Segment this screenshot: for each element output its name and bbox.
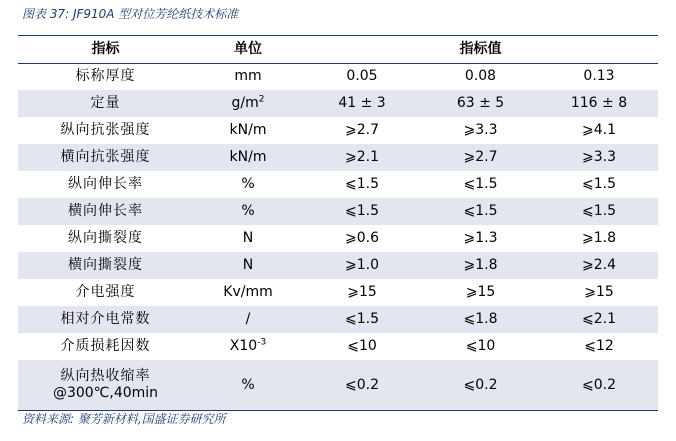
row-name: 介电强度	[18, 279, 193, 306]
table-row	[18, 333, 658, 360]
row-value-1: ⩾2.1	[303, 144, 421, 171]
row-value-3: ⩾15	[540, 279, 658, 306]
row-unit: %	[193, 360, 303, 410]
table-header-row	[18, 36, 658, 63]
table-row	[18, 198, 658, 225]
row-unit	[193, 333, 303, 360]
row-unit	[193, 171, 303, 198]
header-value: 指标值	[303, 36, 658, 63]
row-value-2: ⩽10	[421, 333, 540, 360]
row-value-3: ⩽12	[540, 333, 658, 360]
row-value-3: ⩽2.1	[540, 306, 658, 333]
row-unit	[193, 225, 303, 252]
row-value-1: ⩾2.7	[303, 117, 421, 144]
row-value-3: 116 ± 8	[540, 90, 658, 117]
row-unit-text: N	[242, 230, 254, 246]
row-value-2: ⩽1.8	[421, 306, 540, 333]
row-value-1: ⩾1.0	[303, 252, 421, 279]
header-unit: 单位	[193, 36, 303, 63]
row-unit	[193, 117, 303, 144]
row-value-3: ⩽1.5	[540, 198, 658, 225]
row-value-3: ⩾1.8	[540, 225, 658, 252]
row-name: 标称厚度	[18, 63, 193, 90]
row-name-line2: @300℃,40min	[52, 385, 159, 401]
table-row	[18, 306, 658, 333]
table-row	[18, 171, 658, 198]
row-value-2: ⩽1.5	[421, 171, 540, 198]
row-unit-text: mm	[234, 68, 262, 85]
row-unit-superscript: 2	[258, 94, 265, 105]
row-name	[18, 360, 193, 410]
row-value-2: 0.08	[421, 63, 540, 90]
row-name: 纵向伸长率	[18, 171, 193, 198]
row-unit-superscript: -3	[257, 337, 267, 348]
row-value-3: ⩾3.3	[540, 144, 658, 171]
table-body	[18, 63, 658, 410]
row-value-2: ⩾1.8	[421, 252, 540, 279]
row-name: 纵向抗张强度	[18, 117, 193, 144]
row-value-1: ⩾15	[303, 279, 421, 306]
row-value-2: 63 ± 5	[421, 90, 540, 117]
row-unit	[193, 63, 303, 90]
table-row	[18, 90, 658, 117]
row-value-1: 41 ± 3	[303, 90, 421, 117]
row-unit	[193, 198, 303, 225]
spec-table-wrapper	[18, 35, 658, 411]
figure-caption: 图表 37: JF910A 型对位芳纶纸技术标准	[22, 7, 239, 21]
row-unit-text: kN/m	[229, 149, 267, 165]
row-unit-text: %	[241, 176, 255, 192]
row-unit	[193, 252, 303, 279]
row-unit	[193, 144, 303, 171]
row-value-2: ⩾3.3	[421, 117, 540, 144]
row-value-2: ⩾2.7	[421, 144, 540, 171]
row-value-3: 0.13	[540, 63, 658, 90]
row-value-2: ⩽1.5	[421, 198, 540, 225]
row-unit-text: %	[241, 203, 255, 219]
row-value-2: ⩾1.3	[421, 225, 540, 252]
row-name: 横向抗张强度	[18, 144, 193, 171]
row-name: 横向伸长率	[18, 198, 193, 225]
spec-table	[18, 36, 658, 410]
row-value-1: ⩽1.5	[303, 306, 421, 333]
table-row	[18, 252, 658, 279]
row-value-3: ⩾4.1	[540, 117, 658, 144]
row-unit	[193, 90, 303, 117]
row-name: 横向撕裂度	[18, 252, 193, 279]
table-row	[18, 279, 658, 306]
row-value-1: ⩽0.2	[303, 360, 421, 410]
row-unit-text: X10	[229, 338, 258, 354]
row-unit-text: N	[242, 257, 254, 273]
row-value-3: ⩽1.5	[540, 171, 658, 198]
row-value-1: ⩽1.5	[303, 171, 421, 198]
row-unit	[193, 306, 303, 333]
table-row	[18, 63, 658, 90]
row-value-3: ⩾2.4	[540, 252, 658, 279]
table-row	[18, 144, 658, 171]
header-index: 指标	[18, 36, 193, 63]
row-value-2: ⩽0.2	[421, 360, 540, 410]
row-value-3: ⩽0.2	[540, 360, 658, 410]
row-name: 纵向撕裂度	[18, 225, 193, 252]
row-value-1: 0.05	[303, 63, 421, 90]
row-unit-text: g/m	[231, 95, 259, 111]
row-value-2: ⩾15	[421, 279, 540, 306]
row-value-1: ⩾0.6	[303, 225, 421, 252]
table-row	[18, 117, 658, 144]
row-name-line1: 纵向热收缩率	[60, 368, 151, 384]
source-note: 资料来源: 聚芳新材料,国盛证券研究所	[22, 412, 226, 426]
row-unit-text: kN/m	[229, 122, 267, 138]
table-row	[18, 225, 658, 252]
row-value-1: ⩽1.5	[303, 198, 421, 225]
row-unit-text: Kv/mm	[223, 284, 273, 300]
row-unit	[193, 279, 303, 306]
table-row	[18, 360, 658, 410]
row-name: 相对介电常数	[18, 306, 193, 333]
row-unit-text: /	[245, 311, 251, 327]
row-name: 定量	[18, 90, 193, 117]
row-value-1: ⩽10	[303, 333, 421, 360]
row-name: 介质损耗因数	[18, 333, 193, 360]
